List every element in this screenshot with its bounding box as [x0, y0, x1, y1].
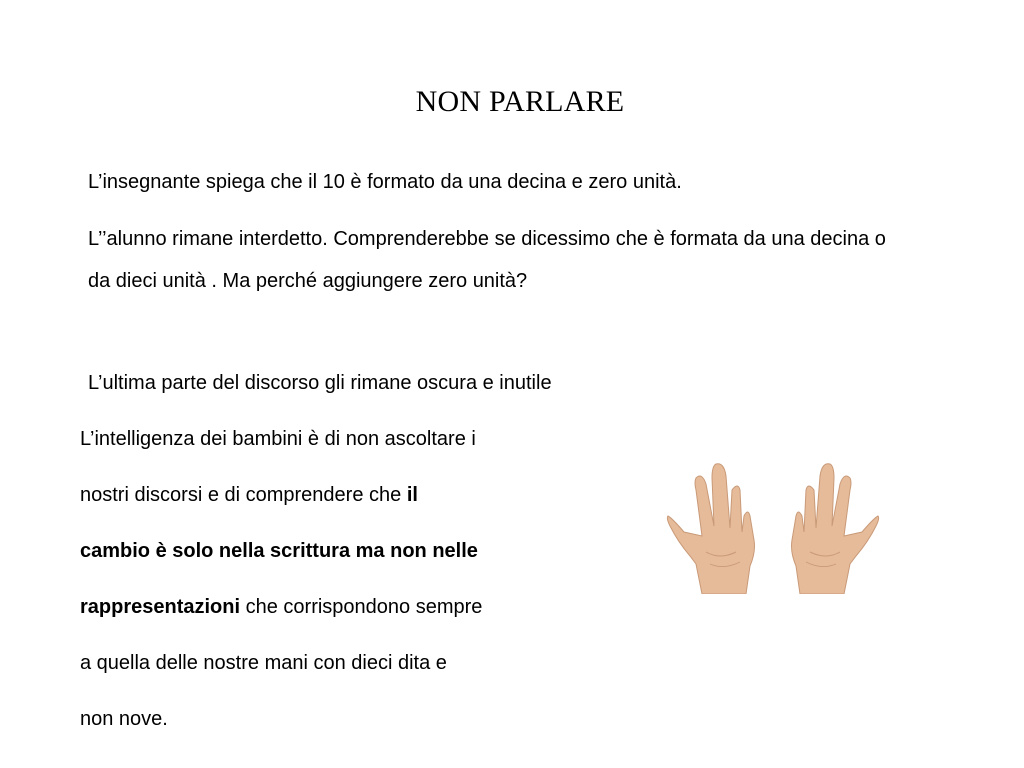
- bold-text-span: il: [406, 484, 418, 506]
- left-hand: [667, 464, 754, 594]
- text-span: a quella delle nostre mani con dieci dita e: [80, 652, 447, 674]
- hands-illustration: [666, 456, 880, 594]
- children-intelligence-text: [80, 411, 660, 747]
- text-line: [80, 467, 660, 523]
- text-span: non nove.: [80, 708, 168, 730]
- text-line: [80, 691, 660, 747]
- text-line: [80, 411, 660, 467]
- text-line: [80, 635, 660, 691]
- paragraph-pupil-confused: L’’alunno rimane interdetto. Comprenderebbe se dicessimo che è formata da una decina o da dieci unità . Ma perché aggiungere zero unità?: [88, 228, 886, 292]
- text-span: L’intelligenza dei bambini è di non ascoltare i: [80, 428, 476, 450]
- bold-text-span: rappresentazioni: [80, 596, 241, 618]
- text-line: [80, 523, 660, 579]
- text-span: nostri discorsi e di comprendere che: [80, 484, 407, 506]
- paragraph-last-part-obscure: L’ultima parte del discorso gli rimane oscura e inutile: [88, 372, 552, 394]
- text-line: [80, 579, 660, 635]
- right-hand: [792, 464, 879, 594]
- bold-text-span: cambio è solo nella scrittura ma non nelle: [80, 540, 478, 562]
- text-span: che corrispondono sempre: [240, 596, 483, 618]
- paragraph-teacher-explains: L’insegnante spiega che il 10 è formato da una decina e zero unità.: [88, 171, 682, 193]
- two-open-hands-image: [666, 456, 880, 594]
- slide-title: NON PARLARE: [415, 85, 625, 118]
